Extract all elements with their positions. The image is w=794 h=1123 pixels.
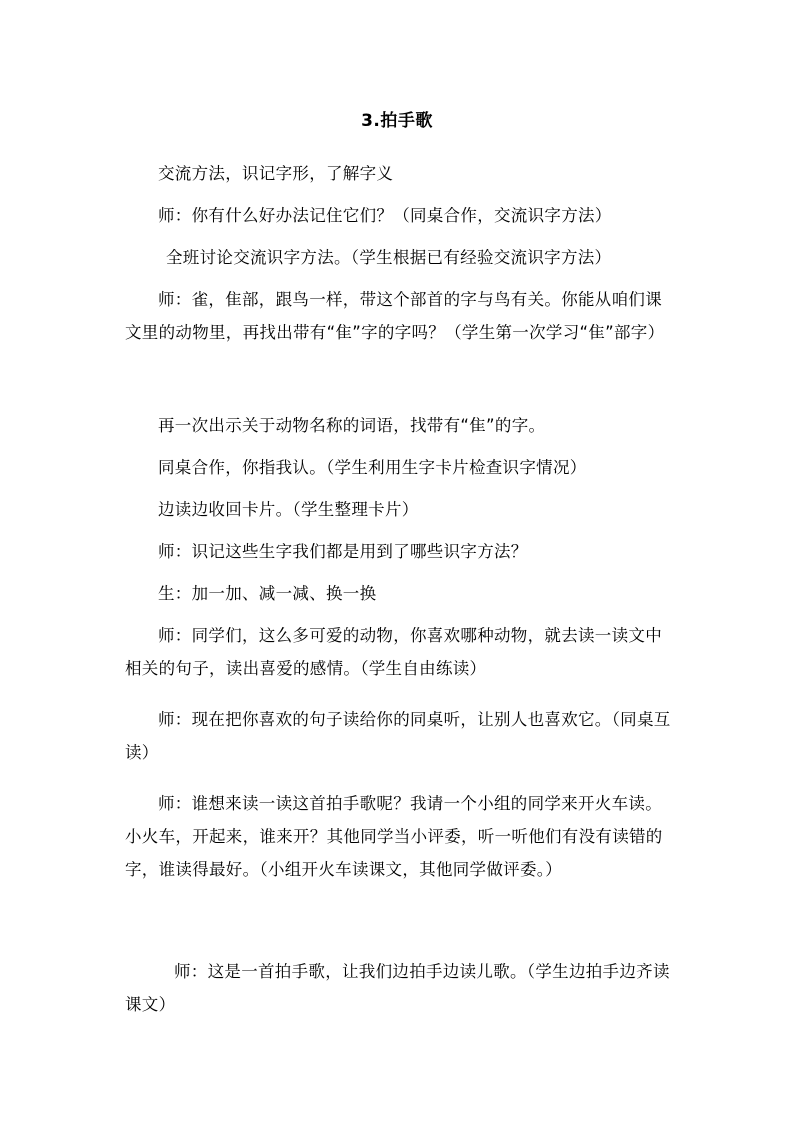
paragraph-4: 师：雀，隹部，跟鸟一样，带这个部首的字与鸟有关。你能从咱们课文里的动物里，再找出带有“隹”字的字吗？（学生第一次学习“隹”部字） [125,290,665,342]
paragraph-12: 师：谁想来读一读这首拍手歌呢？我请一个小组的同学来开火车读。小火车，开起来，谁来开？其他同学当小评委，听一听他们有没有读错的字，谁读得最好。（小组开火车读课文，其他同学做评委。） [125,794,663,879]
paragraph-11: 师：现在把你喜欢的句子读给你的同桌听，让别人也喜欢它。（同桌互读） [125,710,671,762]
paragraph-3: 全班讨论交流识字方法。（学生根据已有经验交流识字方法） [166,248,612,267]
paragraph-5: 再一次出示关于动物名称的词语，找带有“隹”的字。 [158,416,546,435]
paragraph-2: 师：你有什么好办法记住它们？（同桌合作，交流识字方法） [158,206,612,225]
paragraph-1: 交流方法，识记字形，了解字义 [158,164,394,183]
document-title: 3.拍手歌 [361,111,433,131]
paragraph-10: 师：同学们，这么多可爱的动物，你喜欢哪种动物，就去读一读文中相关的句子，读出喜爱的感情。（学生自由练读） [125,626,662,678]
paragraph-9: 生：加一加、减一减、换一换 [158,584,377,603]
paragraph-13: 师：这是一首拍手歌，让我们边拍手边读儿歌。（学生边拍手边齐读课文） [125,962,670,1014]
paragraph-7: 边读边收回卡片。（学生整理卡片） [158,500,419,519]
paragraph-8: 师：识记这些生字我们都是用到了哪些识字方法？ [158,542,528,561]
paragraph-6: 同桌合作，你指我认。（学生利用生字卡片检查识字情况） [158,458,587,477]
